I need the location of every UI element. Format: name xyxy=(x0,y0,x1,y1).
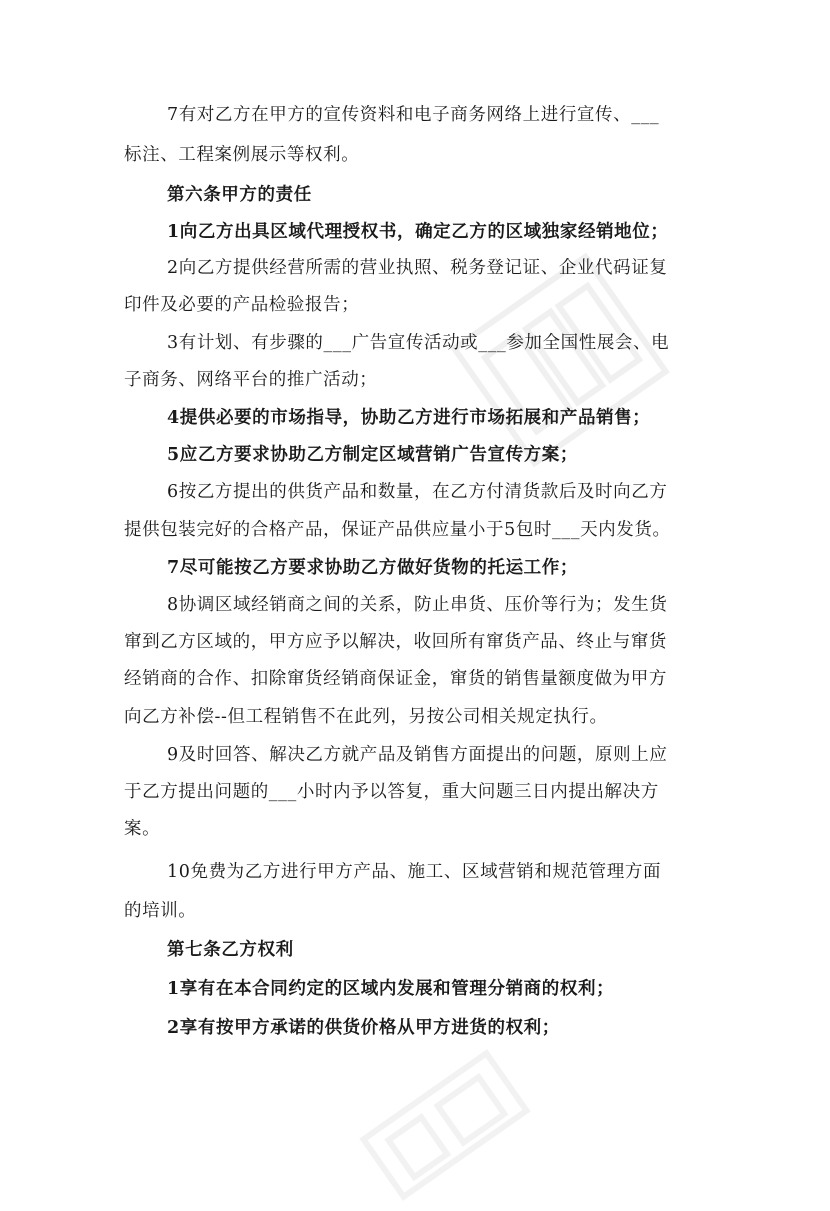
text-line: 1享有在本合同约定的区域内发展和管理分销商的权利； xyxy=(167,979,615,999)
text-line: 7有对乙方在甲方的宣传资料和电子商务网络上进行宣传、___ xyxy=(167,105,660,125)
section-heading: 第七条乙方权利 xyxy=(167,940,294,960)
text-line: 6按乙方提出的供货产品和数量，在乙方付清货款后及时向乙方 xyxy=(167,482,668,502)
text-line: 1向乙方出具区域代理授权书，确定乙方的区域独家经销地位； xyxy=(167,222,669,242)
text-line: 5应乙方要求协助乙方制定区域营销广告宣传方案； xyxy=(167,445,578,465)
text-line: 2享有按甲方承诺的供货价格从甲方进货的权利； xyxy=(167,1018,560,1038)
text-line: 标注、工程案例展示等权利。 xyxy=(124,145,360,165)
text-line: 3有计划、有步骤的___广告宣传活动或___参加全国性展会、电 xyxy=(167,333,670,353)
text-line: 的培训。 xyxy=(124,901,197,921)
text-line: 子商务、网络平台的推广活动； xyxy=(124,370,378,390)
text-line: 4提供必要的市场指导，协助乙方进行市场拓展和产品销售； xyxy=(167,408,651,428)
text-line: 印件及必要的产品检验报告； xyxy=(124,295,360,315)
text-line: 2向乙方提供经营所需的营业执照、税务登记证、企业代码证复 xyxy=(167,258,668,278)
text-line: 案。 xyxy=(124,819,161,839)
section-heading: 第六条甲方的责任 xyxy=(167,185,312,205)
text-line: 8协调区域经销商之间的关系，防止串货、压价等行为；发生货 xyxy=(167,595,668,615)
text-line: 于乙方提出问题的___小时内予以答复，重大问题三日内提出解决方 xyxy=(124,782,659,802)
text-line: 窜到乙方区域的，甲方应予以解决，收回所有窜货产品、终止与窜货 xyxy=(124,632,667,652)
text-line: 经销商的合作、扣除窜货经销商保证金，窜货的销售量额度做为甲方 xyxy=(124,669,667,689)
text-line: 向乙方补偿--但工程销售不在此列，另按公司相关规定执行。 xyxy=(124,707,608,727)
text-line: 提供包装完好的合格产品，保证产品供应量小于5包时___天内发货。 xyxy=(124,520,671,540)
text-line: 10免费为乙方进行甲方产品、施工、区域营销和规范管理方面 xyxy=(167,862,662,882)
watermark-logo-bottom xyxy=(350,1039,541,1210)
text-line: 7尽可能按乙方要求协助乙方做好货物的托运工作； xyxy=(167,558,578,578)
text-line: 9及时回答、解决乙方就产品及销售方面提出的问题，原则上应 xyxy=(167,745,668,765)
